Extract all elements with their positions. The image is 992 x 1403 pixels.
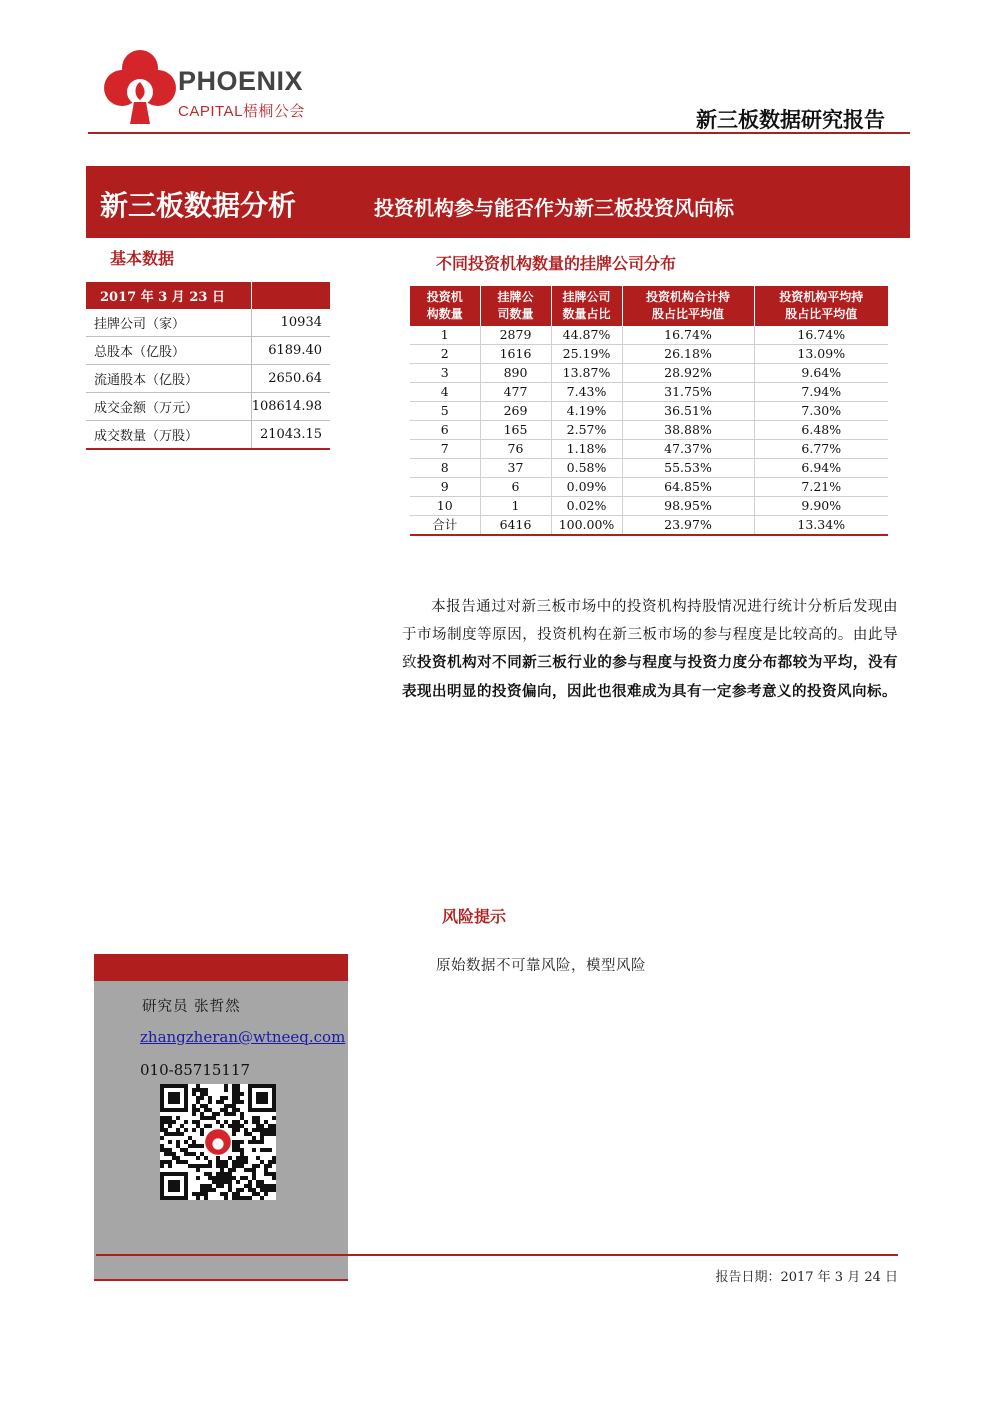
basic-data-header-row (86, 282, 330, 309)
distribution-cell: 6416 (480, 516, 551, 536)
distribution-cell: 38.88% (622, 421, 754, 440)
basic-data-heading: 基本数据 (110, 249, 175, 268)
analyst-email-link[interactable]: zhangzheran@wtneeq.com (140, 1028, 346, 1046)
column-header-line: 投资机构平均持 (779, 290, 864, 304)
basic-data-value: 10934 (251, 309, 330, 337)
basic-data-row (86, 337, 330, 365)
distribution-cell: 6 (480, 478, 551, 497)
distribution-cell: 47.37% (622, 440, 754, 459)
distribution-cell: 6.94% (754, 459, 888, 478)
distribution-cell: 26.18% (622, 345, 754, 364)
distribution-cell: 13.34% (754, 516, 888, 536)
title-banner (86, 166, 910, 238)
distribution-cell: 98.95% (622, 497, 754, 516)
column-header-line: 投资机 (426, 290, 463, 304)
distribution-cell: 31.75% (622, 383, 754, 402)
distribution-header-row (410, 286, 888, 326)
basic-data-row (86, 365, 330, 393)
distribution-cell: 1 (480, 497, 551, 516)
distribution-cell: 6.48% (754, 421, 888, 440)
distribution-column-header (480, 286, 551, 326)
distribution-cell: 2.57% (551, 421, 622, 440)
distribution-cell: 23.97% (622, 516, 754, 536)
distribution-cell: 1.18% (551, 440, 622, 459)
column-header-line: 构数量 (426, 307, 463, 321)
basic-data-label: 流通股本（亿股） (86, 365, 251, 393)
distribution-cell: 16.74% (622, 326, 754, 345)
banner-section-title: 新三板数据分析 (100, 189, 297, 222)
basic-data-row (86, 393, 330, 421)
basic-data-label: 成交数量（万股） (86, 421, 251, 450)
distribution-cell: 0.02% (551, 497, 622, 516)
column-header-line: 挂牌公司 (562, 290, 611, 304)
distribution-cell: 9.64% (754, 364, 888, 383)
logo-subtitle: CAPITAL梧桐公会 (178, 103, 305, 120)
distribution-cell: 1 (410, 326, 480, 345)
distribution-cell: 5 (410, 402, 480, 421)
risk-heading: 风险提示 (442, 907, 507, 926)
distribution-cell: 0.09% (551, 478, 622, 497)
risk-text: 原始数据不可靠风险，模型风险 (436, 958, 646, 974)
distribution-table-title: 不同投资机构数量的挂牌公司分布 (436, 254, 677, 273)
distribution-cell: 25.19% (551, 345, 622, 364)
phoenix-capital-logo (104, 46, 324, 128)
header-divider (88, 132, 910, 134)
summary-paragraph (402, 594, 898, 706)
footer-divider (96, 1254, 898, 1256)
analyst-phone: 010-85715117 (140, 1061, 251, 1079)
distribution-column-header (410, 286, 480, 326)
distribution-column-header (622, 286, 754, 326)
distribution-row (410, 421, 888, 440)
phoenix-logo-icon (104, 46, 176, 128)
distribution-cell: 2 (410, 345, 480, 364)
distribution-cell: 76 (480, 440, 551, 459)
distribution-cell: 7.30% (754, 402, 888, 421)
basic-data-value: 6189.40 (251, 337, 330, 365)
distribution-cell: 269 (480, 402, 551, 421)
logo-wordmark: PHOENIX (178, 66, 304, 96)
basic-data-label: 成交金额（万元） (86, 393, 251, 421)
distribution-row (410, 345, 888, 364)
distribution-row (410, 478, 888, 497)
column-header-line: 投资机构合计持 (645, 290, 730, 304)
distribution-cell: 7.21% (754, 478, 888, 497)
column-header-line: 挂牌公 (497, 290, 534, 304)
distribution-cell: 9 (410, 478, 480, 497)
distribution-cell: 6.77% (754, 440, 888, 459)
distribution-cell: 36.51% (622, 402, 754, 421)
basic-data-row (86, 421, 330, 450)
distribution-cell: 9.90% (754, 497, 888, 516)
distribution-cell: 44.87% (551, 326, 622, 345)
basic-data-label: 挂牌公司（家） (86, 309, 251, 337)
column-header-line: 司数量 (497, 307, 534, 321)
basic-data-label: 总股本（亿股） (86, 337, 251, 365)
distribution-cell: 3 (410, 364, 480, 383)
report-date: 报告日期：2017 年 3 月 24 日 (715, 1270, 898, 1285)
distribution-cell: 477 (480, 383, 551, 402)
summary-emphasis: 投资机构对不同新三板行业的参与程度与投资力度分布都较为平均，没有表现出明显的投资偏向，因此也很难成为具有一定参考意义的投资风向标。 (402, 654, 898, 700)
distribution-row (410, 326, 888, 345)
distribution-cell: 28.92% (622, 364, 754, 383)
distribution-cell: 合计 (410, 516, 480, 536)
distribution-table (410, 286, 888, 536)
distribution-cell: 55.53% (622, 459, 754, 478)
distribution-cell: 165 (480, 421, 551, 440)
distribution-cell: 4.19% (551, 402, 622, 421)
column-header-line: 数量占比 (562, 307, 611, 321)
basic-data-row (86, 309, 330, 337)
qr-code (160, 1084, 276, 1200)
distribution-row (410, 497, 888, 516)
distribution-column-header (754, 286, 888, 326)
distribution-cell: 7.94% (754, 383, 888, 402)
distribution-cell: 6 (410, 421, 480, 440)
distribution-cell: 890 (480, 364, 551, 383)
distribution-cell: 7 (410, 440, 480, 459)
summary-text: 本报告通过对新三板市场中的投资机构持股情况进行统计分析后发现由于市场制度等原因，投资机构在新三板市场的参与程度是比较高的。由此导致 (402, 599, 898, 671)
analyst-contact-box (94, 954, 348, 1281)
qr-code-icon (160, 1084, 276, 1200)
distribution-row (410, 383, 888, 402)
distribution-row (410, 516, 888, 536)
analyst-name: 研究员 张哲然 (142, 999, 241, 1015)
distribution-cell: 13.09% (754, 345, 888, 364)
report-title: 投资机构参与能否作为新三板投资风向标 (374, 196, 734, 220)
distribution-cell: 8 (410, 459, 480, 478)
distribution-column-header (551, 286, 622, 326)
distribution-cell: 37 (480, 459, 551, 478)
distribution-row (410, 459, 888, 478)
basic-data-value: 21043.15 (251, 421, 330, 450)
column-header-line: 股占比平均值 (651, 307, 724, 321)
distribution-cell: 7.43% (551, 383, 622, 402)
distribution-row (410, 440, 888, 459)
distribution-cell: 13.87% (551, 364, 622, 383)
distribution-cell: 0.58% (551, 459, 622, 478)
distribution-cell: 100.00% (551, 516, 622, 536)
basic-data-table (86, 282, 330, 450)
distribution-cell: 10 (410, 497, 480, 516)
distribution-cell: 16.74% (754, 326, 888, 345)
distribution-cell: 1616 (480, 345, 551, 364)
distribution-row (410, 364, 888, 383)
distribution-cell: 64.85% (622, 478, 754, 497)
distribution-cell: 4 (410, 383, 480, 402)
column-header-line: 股占比平均值 (785, 307, 858, 321)
distribution-cell: 2879 (480, 326, 551, 345)
basic-data-date: 2017 年 3 月 23 日 (86, 282, 251, 309)
distribution-row (410, 402, 888, 421)
basic-data-value: 108614.98 (251, 393, 330, 421)
document-type: 新三板数据研究报告 (696, 108, 885, 132)
basic-data-value: 2650.64 (251, 365, 330, 393)
